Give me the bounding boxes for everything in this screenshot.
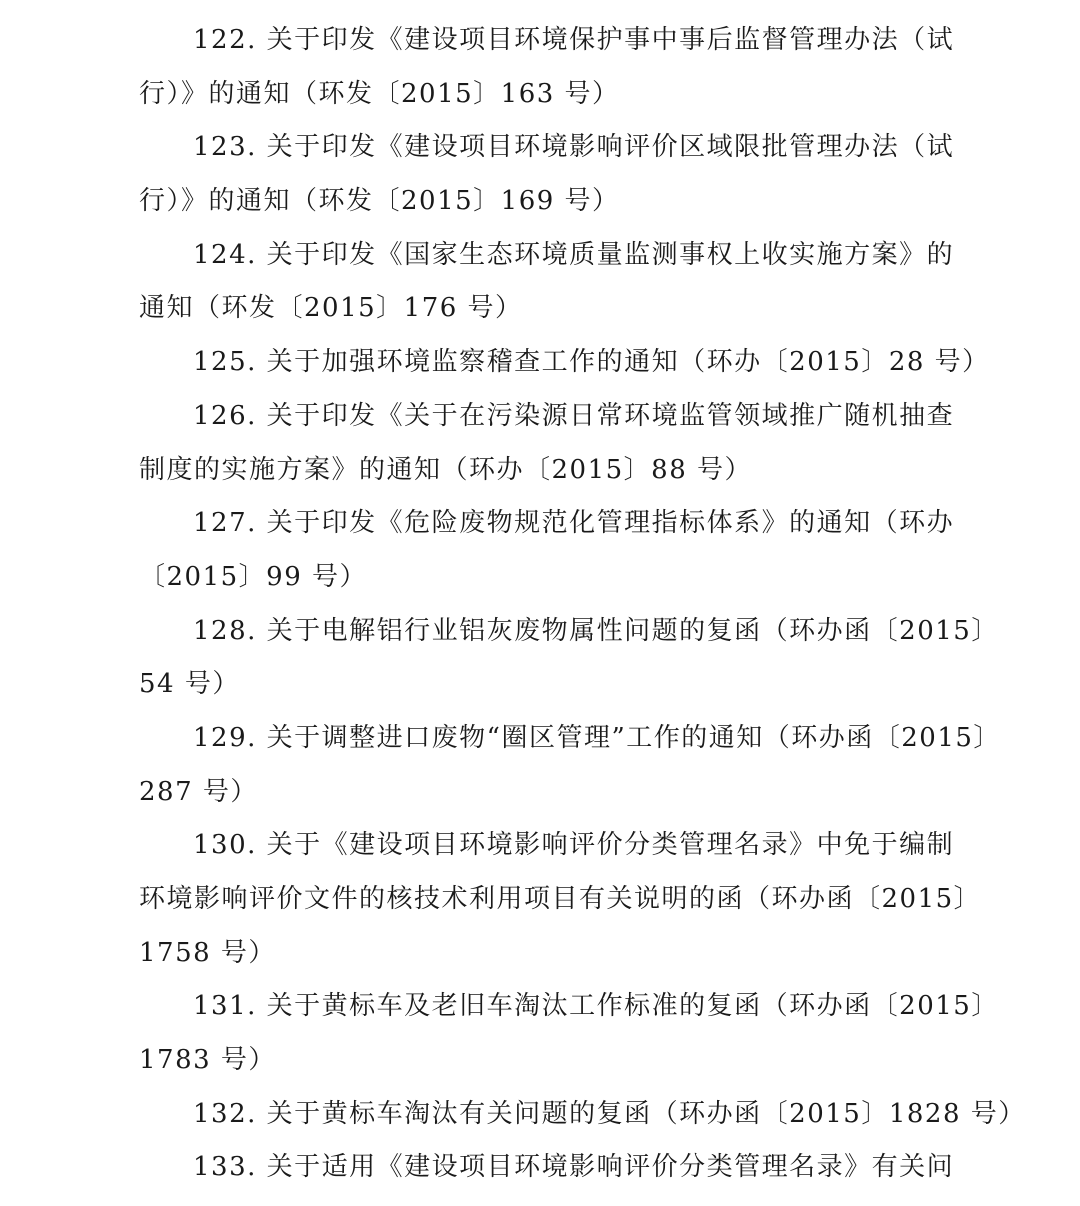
- list-item-132: [139, 1088, 1026, 1142]
- item-line: 127. 关于印发《危险废物规范化管理指标体系》的通知（环办: [193, 508, 955, 539]
- item-line: 126. 关于印发《关于在污染源日常环境监管领域推广随机抽查: [193, 400, 955, 431]
- list-item-126: [139, 390, 955, 497]
- list-item-125: [139, 336, 990, 390]
- list-item-130: [139, 819, 982, 980]
- list-item-133: [139, 1141, 955, 1195]
- item-line: 130. 关于《建设项目环境影响评价分类管理名录》中免于编制: [193, 830, 955, 861]
- item-line: 131. 关于黄标车及老旧车淘汰工作标准的复函（环办函〔2015〕: [193, 991, 999, 1022]
- document-page: [139, 14, 1026, 1195]
- item-line: 〔2015〕99 号）: [139, 561, 368, 592]
- item-line: 133. 关于适用《建设项目环境影响评价分类管理名录》有关问: [193, 1152, 955, 1183]
- item-line: 1783 号）: [139, 1045, 276, 1076]
- item-line: 132. 关于黄标车淘汰有关问题的复函（环办函〔2015〕1828 号）: [193, 1098, 1026, 1129]
- item-line: 129. 关于调整进口废物“圈区管理”工作的通知（环办函〔2015〕: [193, 722, 1001, 753]
- list-item-122: [139, 14, 955, 121]
- item-line: 287 号）: [139, 776, 258, 807]
- list-item-128: [139, 605, 999, 712]
- item-line: 1758 号）: [139, 937, 276, 968]
- list-item-127: [139, 497, 955, 604]
- item-line: 123. 关于印发《建设项目环境影响评价区域限批管理办法（试: [193, 132, 955, 163]
- item-line: 128. 关于电解铝行业铝灰废物属性问题的复函（环办函〔2015〕: [193, 615, 999, 646]
- item-line: 行）》的通知（环发〔2015〕169 号）: [139, 186, 620, 217]
- list-item-131: [139, 980, 999, 1087]
- item-line: 122. 关于印发《建设项目环境保护事中事后监督管理办法（试: [193, 25, 955, 55]
- item-line: 125. 关于加强环境监察稽查工作的通知（环办〔2015〕28 号）: [193, 347, 990, 378]
- item-line: 行）》的通知（环发〔2015〕163 号）: [139, 78, 620, 109]
- item-line: 54 号）: [139, 669, 240, 700]
- item-line: 制度的实施方案》的通知（环办〔2015〕88 号）: [139, 454, 753, 485]
- list-item-124: [139, 229, 955, 336]
- item-line: 通知（环发〔2015〕176 号）: [139, 293, 523, 324]
- list-item-129: [139, 712, 1001, 819]
- item-line: 124. 关于印发《国家生态环境质量监测事权上收实施方案》的: [193, 239, 955, 270]
- item-line: 环境影响评价文件的核技术利用项目有关说明的函（环办函〔2015〕: [139, 884, 982, 914]
- list-item-123: [139, 121, 955, 228]
